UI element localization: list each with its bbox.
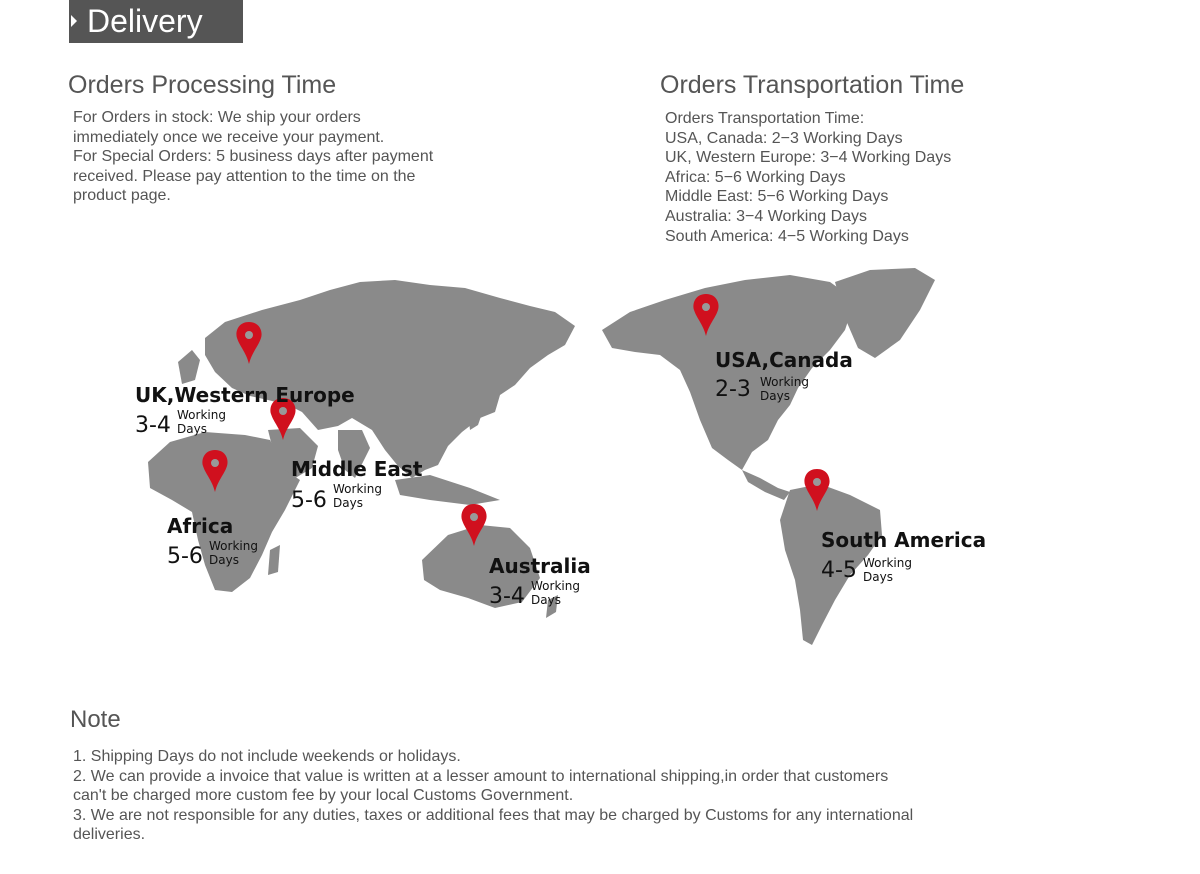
central-america-landmass bbox=[742, 470, 790, 500]
transportation-line: South America: 4−5 Working Days bbox=[665, 227, 909, 245]
region-unit: Working bbox=[863, 556, 912, 570]
region-range: 4-5 bbox=[821, 558, 857, 583]
region-unit: Days bbox=[863, 570, 893, 584]
transportation-title: Orders Transportation Time bbox=[660, 71, 965, 99]
processing-line: received. Please pay attention to the time on the bbox=[73, 167, 416, 185]
processing-title: Orders Processing Time bbox=[68, 71, 337, 99]
region-unit: Working bbox=[333, 482, 382, 496]
region-unit: Days bbox=[760, 389, 790, 403]
region-range: 5-6 bbox=[291, 488, 327, 513]
region-name: Middle East bbox=[291, 457, 423, 481]
transportation-line: Orders Transportation Time: bbox=[665, 110, 865, 127]
transportation-line: UK, Western Europe: 3−4 Working Days bbox=[665, 149, 952, 167]
region-unit: Days bbox=[531, 593, 561, 607]
note-line: can't be charged more custom fee by your local Customs Government. bbox=[73, 787, 574, 805]
note-line: 3. We are not responsible for any duties, taxes or additional fees that may be charged by Customs for any international bbox=[73, 806, 914, 824]
madagascar-landmass bbox=[268, 545, 280, 575]
note-text bbox=[73, 747, 913, 845]
region-range: 3-4 bbox=[489, 584, 525, 609]
note-line: deliveries. bbox=[73, 826, 146, 844]
region-unit: Days bbox=[333, 496, 363, 510]
region-unit: Working bbox=[177, 408, 226, 422]
transportation-line: USA, Canada: 2−3 Working Days bbox=[665, 129, 903, 147]
note-title: Note bbox=[70, 706, 121, 733]
region-range: 5-6 bbox=[167, 544, 203, 569]
greenland-landmass bbox=[835, 268, 935, 358]
page-title: Delivery bbox=[87, 3, 203, 39]
processing-line: For Orders in stock: We ship your orders bbox=[73, 109, 361, 126]
region-unit: Working bbox=[531, 579, 580, 593]
region-range: 3-4 bbox=[135, 413, 171, 438]
region-name: Africa bbox=[167, 514, 234, 538]
uk-landmass bbox=[178, 350, 200, 384]
region-unit: Days bbox=[209, 553, 239, 567]
region-name: USA,Canada bbox=[715, 348, 853, 372]
region-name: UK,Western Europe bbox=[135, 383, 355, 407]
transportation-line: Africa: 5−6 Working Days bbox=[665, 168, 846, 186]
note-line: 2. We can provide a invoice that value is written at a lesser amount to international shipping,in order that customers bbox=[73, 767, 889, 785]
region-unit: Working bbox=[760, 375, 809, 389]
processing-line: For Special Orders: 5 business days after payment bbox=[73, 148, 434, 166]
region-name: Australia bbox=[489, 554, 591, 578]
region-name: South America bbox=[821, 528, 987, 552]
transportation-line: Australia: 3−4 Working Days bbox=[665, 207, 868, 225]
processing-line: product page. bbox=[73, 187, 171, 205]
north-america-landmass bbox=[602, 275, 855, 470]
transportation-line: Middle East: 5−6 Working Days bbox=[665, 188, 889, 206]
region-unit: Days bbox=[177, 422, 207, 436]
region-unit: Working bbox=[209, 539, 258, 553]
region-range: 2-3 bbox=[715, 377, 751, 402]
note-line: 1. Shipping Days do not include weekends or holidays. bbox=[73, 748, 461, 765]
processing-line: immediately once we receive your payment. bbox=[73, 128, 385, 146]
